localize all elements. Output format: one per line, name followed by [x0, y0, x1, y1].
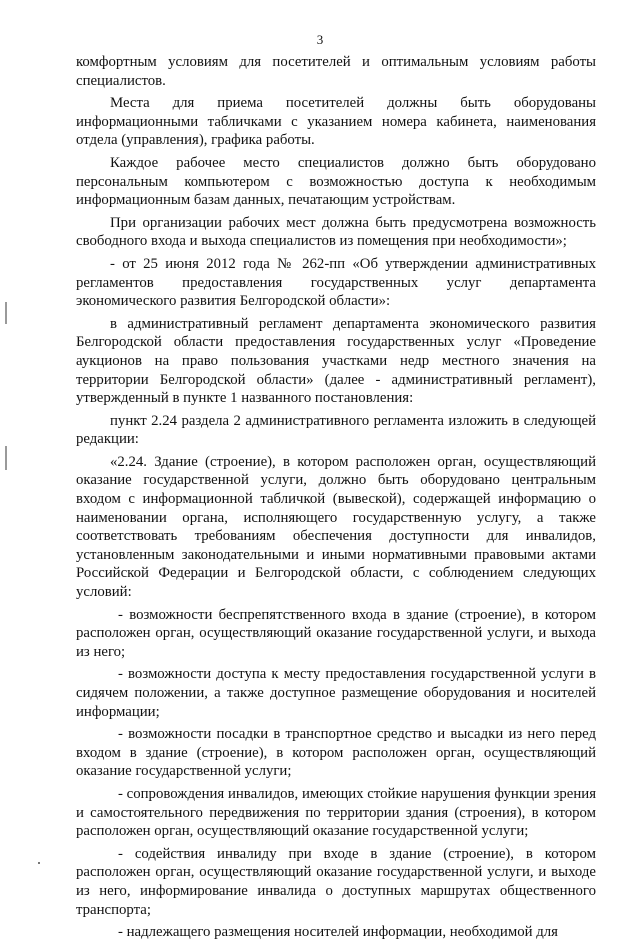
list-item: - возможности посадки в транспортное средство и высадки из него перед входом в здание (строение), в котором расположен орган, осуществляющий оказание государственной услуги;: [76, 726, 596, 780]
paragraph: комфортным условиям для посетителей и оптимальным условиям работы специалистов.: [76, 54, 596, 89]
paragraph: Места для приема посетителей должны быть оборудованы информационными табличками с указанием номера кабинета, наименования отдела (управления), графика работы.: [76, 95, 596, 149]
paragraph: в административный регламент департамента экономического развития Белгородской области предоставления государственных услуг «Проведение аукционов на право пользования участками недр местного значения на территории Белгородской области» (далее - административный регламент), утвержденный в пункте 1 названного постановления:: [76, 315, 596, 407]
paragraph: «2.24. Здание (строение), в котором расположен орган, осуществляющий оказание государственной услуги, должно быть оборудовано центральным входом с информационной табличкой (вывеской), содержащей информацию о наименовании органа, исполняющего государственную услугу, а также соответствовать требованиям обеспечения доступности для инвалидов, установленным законодательными и иными нормативными правовыми актами Российской Федерации и Белгородской области, с соблюдением следующих условий:: [76, 453, 596, 601]
document-body: [76, 53, 596, 946]
list-item: - возможности беспрепятственного входа в здание (строение), в котором расположен орган, осуществляющий оказание государственной услуги, и выхода из него;: [76, 606, 596, 660]
list-item: - возможности доступа к месту предоставления государственной услуги в сидячем положении, а также доступное размещение оборудования и носителей информации;: [76, 666, 596, 720]
paragraph: - от 25 июня 2012 года № 262-пп «Об утверждении административных регламентов предоставления государственных услуг департамента экономического развития Белгородской области»:: [76, 255, 596, 310]
list-item: - надлежащего размещения носителей информации, необходимой для: [118, 924, 558, 941]
list-item: - сопровождения инвалидов, имеющих стойкие нарушения функции зрения и самостоятельного передвижения по территории здания (строения), в котором расположен орган, осуществляющий оказание государственной услуги;: [76, 785, 596, 840]
paragraph: Каждое рабочее место специалистов должно быть оборудовано персональным компьютером с возможностью доступа к необходимым информационным базам данных, печатающим устройствам.: [76, 154, 596, 209]
scan-edge-mark: [5, 302, 7, 324]
list-item: - содействия инвалиду при входе в здание (строение), в котором расположен орган, осуществляющий оказание государственной услуги, и выходе из него, информирование инвалида о доступных маршрутах общественного транспорта;: [76, 845, 596, 918]
paragraph: При организации рабочих мест должна быть предусмотрена возможность свободного входа и выхода специалистов из помещения при необходимости»;: [76, 214, 596, 250]
paragraph: пункт 2.24 раздела 2 административного регламента изложить в следующей редакции:: [76, 412, 596, 448]
scan-speck: [38, 862, 40, 864]
scan-edge-mark: [5, 446, 7, 470]
page-number: 3: [316, 32, 324, 47]
